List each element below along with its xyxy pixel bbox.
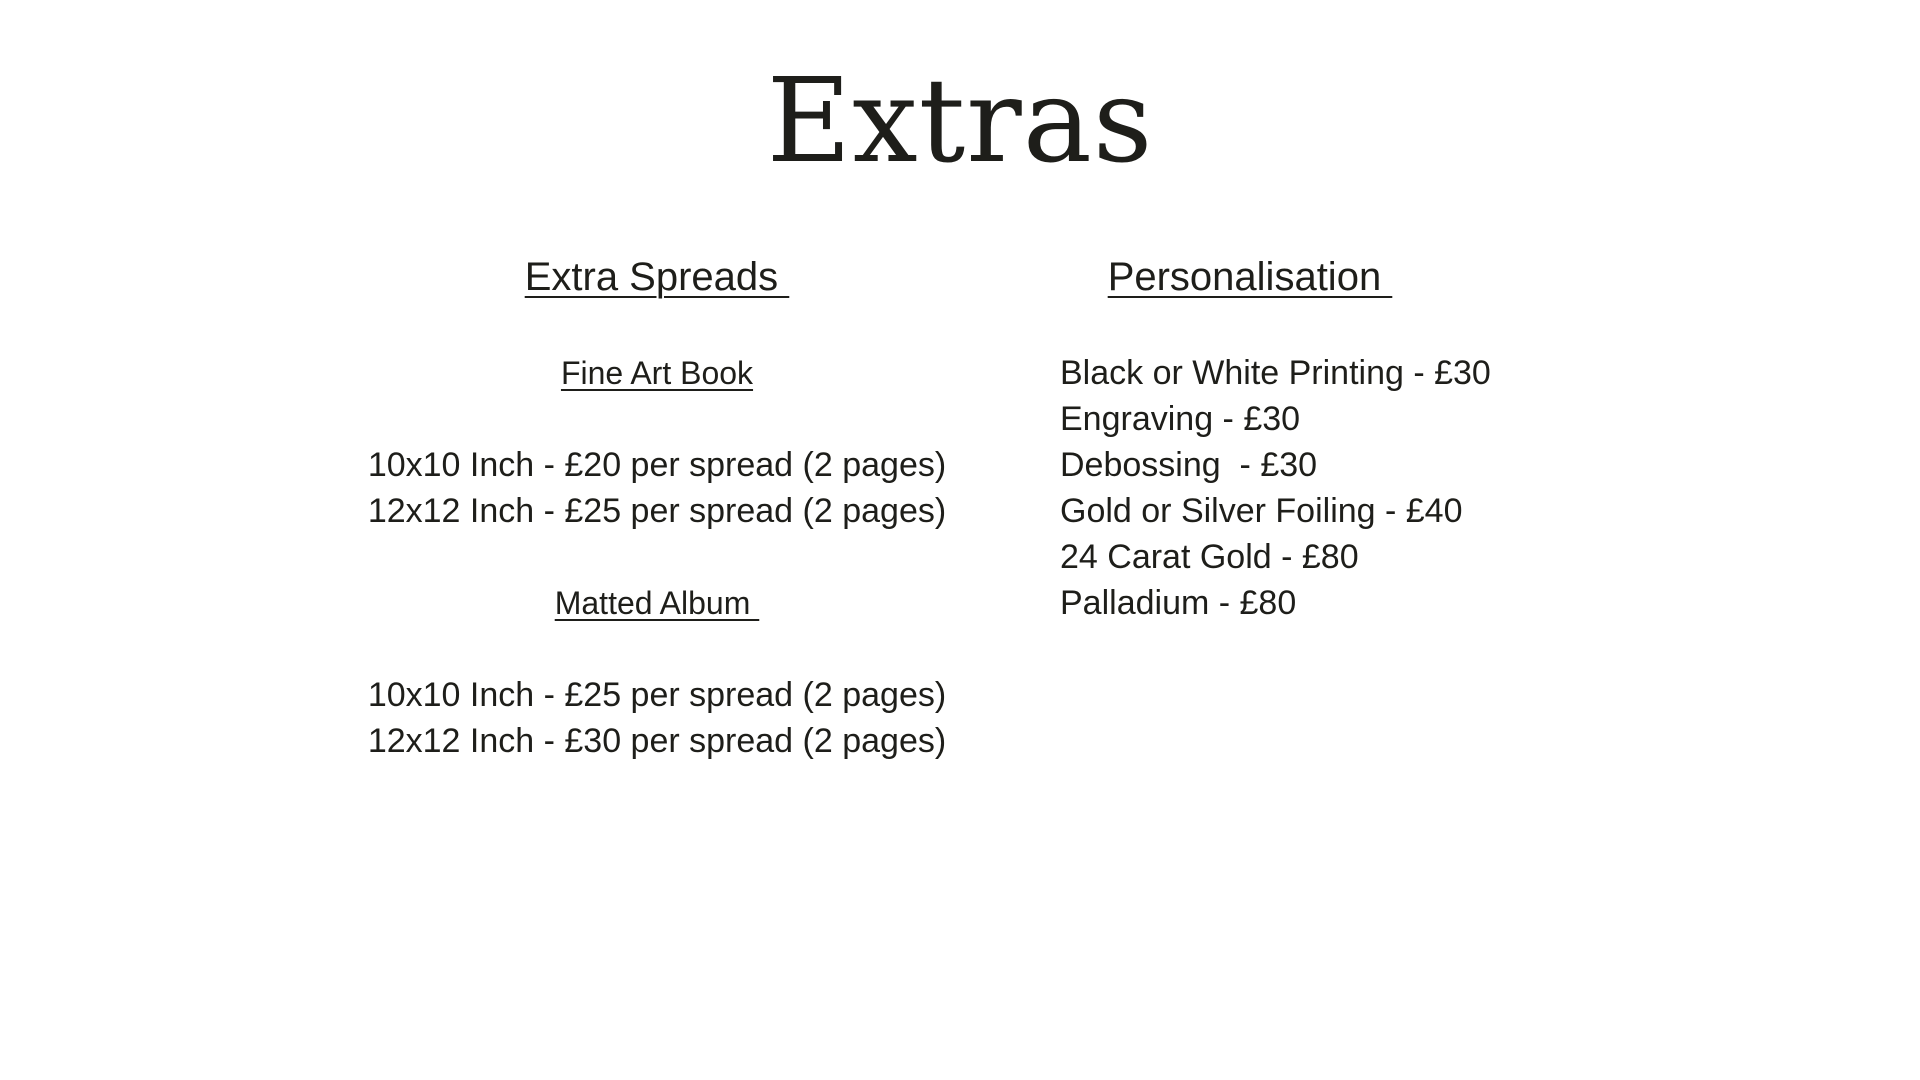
- matted-album-price-12x12: 12x12 Inch - £30 per spread (2 pages): [367, 722, 947, 760]
- fine-art-book-price-10x10: 10x10 Inch - £20 per spread (2 pages): [367, 446, 947, 484]
- personalisation-item: Debossing - £30: [1060, 446, 1318, 484]
- personalisation-item: 24 Carat Gold - £80: [1060, 538, 1359, 576]
- extra-spreads-heading: Extra Spreads: [524, 255, 790, 299]
- personalisation-item: Engraving - £30: [1060, 400, 1301, 438]
- personalisation-item: Palladium - £80: [1060, 584, 1297, 622]
- personalisation-heading: Personalisation: [1107, 255, 1393, 299]
- fine-art-book-heading: Fine Art Book: [560, 355, 754, 391]
- extra-spreads-section: [357, 254, 957, 764]
- fine-art-book-price-12x12: 12x12 Inch - £25 per spread (2 pages): [367, 492, 947, 530]
- matted-album-price-10x10: 10x10 Inch - £25 per spread (2 pages): [367, 676, 947, 714]
- personalisation-section: [1060, 254, 1600, 626]
- page-title: Extras: [766, 54, 1154, 189]
- personalisation-item: Black or White Printing - £30: [1060, 354, 1491, 392]
- personalisation-item: Gold or Silver Foiling - £40: [1060, 492, 1463, 530]
- matted-album-heading: Matted Album: [554, 585, 760, 621]
